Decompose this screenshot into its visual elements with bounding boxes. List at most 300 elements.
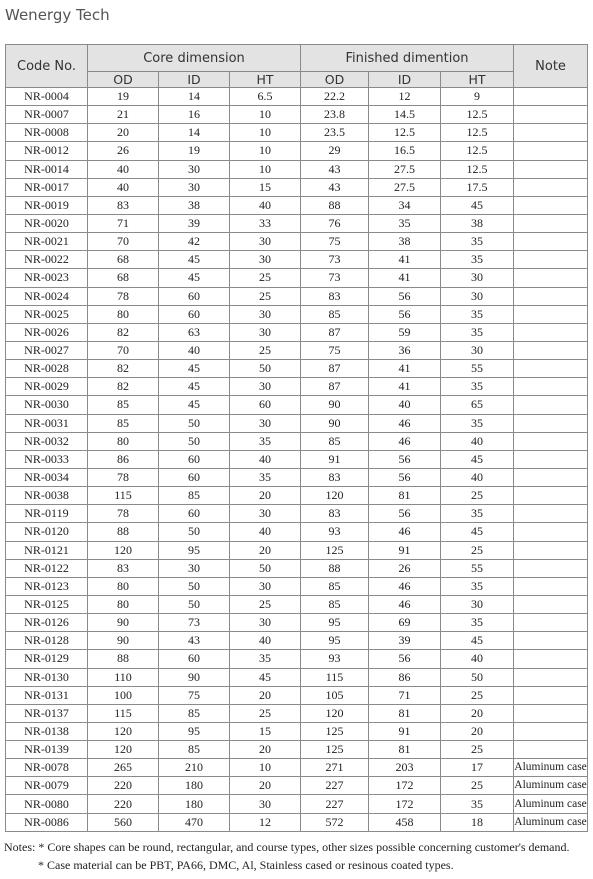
table-row bbox=[6, 759, 588, 777]
spec-table-body bbox=[6, 88, 588, 832]
table-row bbox=[6, 251, 588, 269]
table-row bbox=[6, 396, 588, 414]
finished-id-cell: 56 bbox=[369, 450, 441, 468]
finished-ht-cell: 50 bbox=[441, 668, 514, 686]
note-cell bbox=[514, 287, 588, 305]
finished-od-cell: 23.8 bbox=[301, 106, 369, 124]
finished-od-cell: 105 bbox=[301, 686, 369, 704]
core-od-cell: 265 bbox=[88, 759, 159, 777]
finished-od-cell: 43 bbox=[301, 160, 369, 178]
finished-ht-cell: 35 bbox=[441, 323, 514, 341]
table-row bbox=[6, 777, 588, 795]
table-row bbox=[6, 378, 588, 396]
note-cell bbox=[514, 468, 588, 486]
core-ht-cell: 15 bbox=[230, 722, 301, 740]
core-od-cell: 120 bbox=[88, 741, 159, 759]
finished-ht-cell: 30 bbox=[441, 341, 514, 359]
table-row bbox=[6, 541, 588, 559]
finished-od-cell: 227 bbox=[301, 777, 369, 795]
finished-ht-cell: 45 bbox=[441, 196, 514, 214]
finished-id-cell: 16.5 bbox=[369, 142, 441, 160]
core-od-cell: 80 bbox=[88, 595, 159, 613]
code-cell: NR-0026 bbox=[6, 323, 88, 341]
code-cell: NR-0014 bbox=[6, 160, 88, 178]
core-id-cell: 30 bbox=[159, 160, 230, 178]
core-id-cell: 38 bbox=[159, 196, 230, 214]
finished-od-header: OD bbox=[301, 72, 369, 88]
core-id-cell: 50 bbox=[159, 523, 230, 541]
table-row bbox=[6, 305, 588, 323]
note-cell bbox=[514, 632, 588, 650]
core-ht-cell: 25 bbox=[230, 269, 301, 287]
code-cell: NR-0030 bbox=[6, 396, 88, 414]
finished-id-cell: 41 bbox=[369, 360, 441, 378]
finished-id-cell: 56 bbox=[369, 505, 441, 523]
finished-id-cell: 46 bbox=[369, 414, 441, 432]
table-row bbox=[6, 686, 588, 704]
code-cell: NR-0008 bbox=[6, 124, 88, 142]
finished-ht-cell: 25 bbox=[441, 541, 514, 559]
finished-od-cell: 85 bbox=[301, 577, 369, 595]
finished-id-cell: 81 bbox=[369, 704, 441, 722]
note-cell bbox=[514, 378, 588, 396]
core-ht-cell: 25 bbox=[230, 595, 301, 613]
finished-ht-cell: 45 bbox=[441, 632, 514, 650]
core-id-cell: 85 bbox=[159, 741, 230, 759]
finished-id-cell: 41 bbox=[369, 269, 441, 287]
code-cell: NR-0120 bbox=[6, 523, 88, 541]
finished-ht-cell: 12.5 bbox=[441, 106, 514, 124]
code-cell: NR-0130 bbox=[6, 668, 88, 686]
core-ht-cell: 35 bbox=[230, 432, 301, 450]
finished-id-cell: 41 bbox=[369, 251, 441, 269]
code-cell: NR-0078 bbox=[6, 759, 88, 777]
finished-id-cell: 41 bbox=[369, 378, 441, 396]
core-od-cell: 80 bbox=[88, 305, 159, 323]
core-id-cell: 45 bbox=[159, 378, 230, 396]
core-id-cell: 45 bbox=[159, 269, 230, 287]
table-row bbox=[6, 450, 588, 468]
core-id-cell: 45 bbox=[159, 360, 230, 378]
finished-ht-cell: 25 bbox=[441, 487, 514, 505]
finished-od-cell: 87 bbox=[301, 378, 369, 396]
note-cell bbox=[514, 432, 588, 450]
core-ht-cell: 30 bbox=[230, 323, 301, 341]
finished-ht-cell: 40 bbox=[441, 468, 514, 486]
core-id-cell: 73 bbox=[159, 614, 230, 632]
finished-ht-cell: 35 bbox=[441, 795, 514, 813]
finished-id-cell: 46 bbox=[369, 595, 441, 613]
core-id-cell: 30 bbox=[159, 559, 230, 577]
core-od-cell: 86 bbox=[88, 450, 159, 468]
note-cell bbox=[514, 559, 588, 577]
note-cell bbox=[514, 396, 588, 414]
table-row bbox=[6, 559, 588, 577]
finished-od-cell: 88 bbox=[301, 196, 369, 214]
code-cell: NR-0126 bbox=[6, 614, 88, 632]
table-row bbox=[6, 269, 588, 287]
finished-od-cell: 23.5 bbox=[301, 124, 369, 142]
core-od-cell: 560 bbox=[88, 813, 159, 831]
finished-id-cell: 46 bbox=[369, 577, 441, 595]
core-id-cell: 90 bbox=[159, 668, 230, 686]
core-id-cell: 75 bbox=[159, 686, 230, 704]
finished-id-cell: 56 bbox=[369, 468, 441, 486]
core-id-cell: 14 bbox=[159, 124, 230, 142]
finished-od-cell: 83 bbox=[301, 287, 369, 305]
core-ht-cell: 25 bbox=[230, 287, 301, 305]
finished-id-cell: 458 bbox=[369, 813, 441, 831]
core-id-cell: 50 bbox=[159, 414, 230, 432]
table-row bbox=[6, 668, 588, 686]
note-line-2: * Case material can be PBT, PA66, DMC, Al, Stainless cased or resinous coated types. bbox=[38, 858, 454, 872]
core-od-cell: 78 bbox=[88, 287, 159, 305]
code-cell: NR-0007 bbox=[6, 106, 88, 124]
note-cell bbox=[514, 668, 588, 686]
finished-id-cell: 46 bbox=[369, 523, 441, 541]
finished-id-cell: 56 bbox=[369, 305, 441, 323]
finished-ht-cell: 55 bbox=[441, 559, 514, 577]
finished-id-cell: 91 bbox=[369, 541, 441, 559]
note-cell bbox=[514, 251, 588, 269]
finished-od-cell: 73 bbox=[301, 269, 369, 287]
code-header: Code No. bbox=[6, 45, 88, 88]
core-id-cell: 95 bbox=[159, 722, 230, 740]
core-ht-cell: 30 bbox=[230, 505, 301, 523]
finished-od-cell: 83 bbox=[301, 505, 369, 523]
code-cell: NR-0122 bbox=[6, 559, 88, 577]
note-cell bbox=[514, 196, 588, 214]
core-id-cell: 60 bbox=[159, 287, 230, 305]
core-ht-cell: 40 bbox=[230, 523, 301, 541]
core-od-cell: 80 bbox=[88, 432, 159, 450]
core-id-cell: 470 bbox=[159, 813, 230, 831]
finished-id-cell: 59 bbox=[369, 323, 441, 341]
note-cell bbox=[514, 722, 588, 740]
table-row bbox=[6, 341, 588, 359]
core-od-cell: 115 bbox=[88, 704, 159, 722]
finished-od-cell: 91 bbox=[301, 450, 369, 468]
finished-ht-cell: 38 bbox=[441, 214, 514, 232]
finished-od-cell: 572 bbox=[301, 813, 369, 831]
core-od-cell: 70 bbox=[88, 341, 159, 359]
core-od-header: OD bbox=[88, 72, 159, 88]
code-cell: NR-0025 bbox=[6, 305, 88, 323]
finished-id-cell: 38 bbox=[369, 233, 441, 251]
core-id-cell: 60 bbox=[159, 468, 230, 486]
finished-ht-cell: 35 bbox=[441, 414, 514, 432]
core-ht-header: HT bbox=[230, 72, 301, 88]
core-od-cell: 120 bbox=[88, 722, 159, 740]
code-cell: NR-0022 bbox=[6, 251, 88, 269]
note-cell bbox=[514, 160, 588, 178]
finished-od-cell: 115 bbox=[301, 668, 369, 686]
table-row bbox=[6, 178, 588, 196]
code-cell: NR-0031 bbox=[6, 414, 88, 432]
core-id-cell: 30 bbox=[159, 178, 230, 196]
note-cell: Aluminum case bbox=[514, 759, 588, 777]
code-cell: NR-0023 bbox=[6, 269, 88, 287]
table-row bbox=[6, 487, 588, 505]
finished-dimension-header: Finished dimention bbox=[301, 45, 514, 72]
core-od-cell: 85 bbox=[88, 414, 159, 432]
finished-od-cell: 95 bbox=[301, 632, 369, 650]
core-ht-cell: 12 bbox=[230, 813, 301, 831]
code-cell: NR-0137 bbox=[6, 704, 88, 722]
finished-ht-header: HT bbox=[441, 72, 514, 88]
core-ht-cell: 20 bbox=[230, 777, 301, 795]
finished-ht-cell: 25 bbox=[441, 686, 514, 704]
core-ht-cell: 30 bbox=[230, 251, 301, 269]
core-ht-cell: 30 bbox=[230, 795, 301, 813]
core-ht-cell: 6.5 bbox=[230, 88, 301, 106]
code-cell: NR-0139 bbox=[6, 741, 88, 759]
table-row bbox=[6, 650, 588, 668]
note-cell bbox=[514, 142, 588, 160]
core-ht-cell: 20 bbox=[230, 741, 301, 759]
finished-od-cell: 83 bbox=[301, 468, 369, 486]
finished-od-cell: 125 bbox=[301, 722, 369, 740]
finished-id-cell: 81 bbox=[369, 487, 441, 505]
note-cell bbox=[514, 414, 588, 432]
finished-id-cell: 12 bbox=[369, 88, 441, 106]
core-ht-cell: 35 bbox=[230, 468, 301, 486]
finished-od-cell: 271 bbox=[301, 759, 369, 777]
finished-od-cell: 22.2 bbox=[301, 88, 369, 106]
finished-od-cell: 125 bbox=[301, 741, 369, 759]
table-row bbox=[6, 432, 588, 450]
finished-ht-cell: 45 bbox=[441, 450, 514, 468]
core-id-cell: 180 bbox=[159, 795, 230, 813]
core-id-cell: 85 bbox=[159, 487, 230, 505]
code-cell: NR-0131 bbox=[6, 686, 88, 704]
finished-id-cell: 34 bbox=[369, 196, 441, 214]
finished-ht-cell: 40 bbox=[441, 650, 514, 668]
finished-ht-cell: 40 bbox=[441, 432, 514, 450]
finished-od-cell: 87 bbox=[301, 323, 369, 341]
note-cell bbox=[514, 741, 588, 759]
core-ht-cell: 20 bbox=[230, 487, 301, 505]
finished-od-cell: 95 bbox=[301, 614, 369, 632]
core-ht-cell: 50 bbox=[230, 360, 301, 378]
core-dimension-header: Core dimension bbox=[88, 45, 301, 72]
code-cell: NR-0125 bbox=[6, 595, 88, 613]
code-cell: NR-0019 bbox=[6, 196, 88, 214]
core-id-cell: 40 bbox=[159, 341, 230, 359]
finished-id-cell: 35 bbox=[369, 214, 441, 232]
core-ht-cell: 30 bbox=[230, 378, 301, 396]
note-cell bbox=[514, 541, 588, 559]
finished-ht-cell: 18 bbox=[441, 813, 514, 831]
core-od-cell: 26 bbox=[88, 142, 159, 160]
finished-ht-cell: 12.5 bbox=[441, 124, 514, 142]
code-cell: NR-0012 bbox=[6, 142, 88, 160]
core-id-cell: 60 bbox=[159, 650, 230, 668]
table-row bbox=[6, 106, 588, 124]
finished-id-header: ID bbox=[369, 72, 441, 88]
finished-ht-cell: 12.5 bbox=[441, 142, 514, 160]
core-ht-cell: 10 bbox=[230, 142, 301, 160]
finished-ht-cell: 25 bbox=[441, 777, 514, 795]
finished-ht-cell: 9 bbox=[441, 88, 514, 106]
note-cell: Aluminum case bbox=[514, 777, 588, 795]
finished-id-cell: 14.5 bbox=[369, 106, 441, 124]
code-cell: NR-0123 bbox=[6, 577, 88, 595]
core-od-cell: 90 bbox=[88, 614, 159, 632]
table-row bbox=[6, 614, 588, 632]
note-cell bbox=[514, 686, 588, 704]
core-od-cell: 20 bbox=[88, 124, 159, 142]
finished-id-cell: 40 bbox=[369, 396, 441, 414]
finished-od-cell: 88 bbox=[301, 559, 369, 577]
code-cell: NR-0038 bbox=[6, 487, 88, 505]
core-ht-cell: 15 bbox=[230, 178, 301, 196]
note-cell bbox=[514, 214, 588, 232]
core-od-cell: 68 bbox=[88, 269, 159, 287]
core-ht-cell: 40 bbox=[230, 196, 301, 214]
core-id-cell: 42 bbox=[159, 233, 230, 251]
core-od-cell: 82 bbox=[88, 360, 159, 378]
note-cell bbox=[514, 577, 588, 595]
finished-ht-cell: 17.5 bbox=[441, 178, 514, 196]
code-cell: NR-0121 bbox=[6, 541, 88, 559]
table-row bbox=[6, 414, 588, 432]
note-cell bbox=[514, 450, 588, 468]
table-row bbox=[6, 142, 588, 160]
finished-od-cell: 87 bbox=[301, 360, 369, 378]
note-cell bbox=[514, 106, 588, 124]
code-cell: NR-0128 bbox=[6, 632, 88, 650]
core-od-cell: 120 bbox=[88, 541, 159, 559]
finished-od-cell: 93 bbox=[301, 650, 369, 668]
code-cell: NR-0032 bbox=[6, 432, 88, 450]
core-id-cell: 50 bbox=[159, 595, 230, 613]
core-id-header: ID bbox=[159, 72, 230, 88]
core-id-cell: 63 bbox=[159, 323, 230, 341]
code-cell: NR-0138 bbox=[6, 722, 88, 740]
table-row bbox=[6, 523, 588, 541]
finished-od-cell: 90 bbox=[301, 414, 369, 432]
finished-ht-cell: 35 bbox=[441, 614, 514, 632]
finished-ht-cell: 17 bbox=[441, 759, 514, 777]
table-row bbox=[6, 124, 588, 142]
code-cell: NR-0029 bbox=[6, 378, 88, 396]
finished-id-cell: 39 bbox=[369, 632, 441, 650]
core-id-cell: 19 bbox=[159, 142, 230, 160]
finished-id-cell: 86 bbox=[369, 668, 441, 686]
core-od-cell: 82 bbox=[88, 378, 159, 396]
core-ht-cell: 30 bbox=[230, 305, 301, 323]
finished-id-cell: 172 bbox=[369, 795, 441, 813]
core-ht-cell: 10 bbox=[230, 759, 301, 777]
finished-od-cell: 93 bbox=[301, 523, 369, 541]
finished-id-cell: 56 bbox=[369, 287, 441, 305]
finished-od-cell: 120 bbox=[301, 704, 369, 722]
core-od-cell: 19 bbox=[88, 88, 159, 106]
note-line-1: Notes: * Core shapes can be round, rectangular, and course types, other sizes possible concerning customer's demand. bbox=[4, 840, 570, 854]
notes-block bbox=[4, 838, 570, 874]
finished-od-cell: 85 bbox=[301, 305, 369, 323]
finished-id-cell: 69 bbox=[369, 614, 441, 632]
finished-ht-cell: 45 bbox=[441, 523, 514, 541]
finished-id-cell: 26 bbox=[369, 559, 441, 577]
table-row bbox=[6, 577, 588, 595]
core-id-cell: 16 bbox=[159, 106, 230, 124]
note-cell bbox=[514, 233, 588, 251]
note-cell bbox=[514, 178, 588, 196]
core-od-cell: 110 bbox=[88, 668, 159, 686]
core-ht-cell: 20 bbox=[230, 541, 301, 559]
core-od-cell: 80 bbox=[88, 577, 159, 595]
code-cell: NR-0033 bbox=[6, 450, 88, 468]
core-od-cell: 40 bbox=[88, 178, 159, 196]
finished-ht-cell: 30 bbox=[441, 287, 514, 305]
finished-ht-cell: 35 bbox=[441, 233, 514, 251]
table-row bbox=[6, 468, 588, 486]
note-cell bbox=[514, 323, 588, 341]
core-ht-cell: 10 bbox=[230, 124, 301, 142]
core-od-cell: 83 bbox=[88, 559, 159, 577]
core-id-cell: 60 bbox=[159, 305, 230, 323]
code-cell: NR-0004 bbox=[6, 88, 88, 106]
core-ht-cell: 30 bbox=[230, 414, 301, 432]
finished-ht-cell: 20 bbox=[441, 704, 514, 722]
finished-od-cell: 43 bbox=[301, 178, 369, 196]
table-row bbox=[6, 196, 588, 214]
table-row bbox=[6, 214, 588, 232]
table-row bbox=[6, 287, 588, 305]
core-ht-cell: 10 bbox=[230, 160, 301, 178]
core-id-cell: 85 bbox=[159, 704, 230, 722]
core-od-cell: 115 bbox=[88, 487, 159, 505]
note-cell bbox=[514, 360, 588, 378]
note-cell bbox=[514, 341, 588, 359]
finished-od-cell: 227 bbox=[301, 795, 369, 813]
core-ht-cell: 30 bbox=[230, 233, 301, 251]
core-id-cell: 45 bbox=[159, 396, 230, 414]
note-cell bbox=[514, 650, 588, 668]
core-ht-cell: 35 bbox=[230, 650, 301, 668]
finished-od-cell: 75 bbox=[301, 341, 369, 359]
core-od-cell: 220 bbox=[88, 795, 159, 813]
core-id-cell: 95 bbox=[159, 541, 230, 559]
core-ht-cell: 45 bbox=[230, 668, 301, 686]
finished-od-cell: 85 bbox=[301, 595, 369, 613]
code-cell: NR-0017 bbox=[6, 178, 88, 196]
finished-id-cell: 56 bbox=[369, 650, 441, 668]
finished-ht-cell: 35 bbox=[441, 251, 514, 269]
finished-od-cell: 125 bbox=[301, 541, 369, 559]
table-row bbox=[6, 632, 588, 650]
core-od-cell: 85 bbox=[88, 396, 159, 414]
code-cell: NR-0079 bbox=[6, 777, 88, 795]
note-cell bbox=[514, 704, 588, 722]
code-cell: NR-0028 bbox=[6, 360, 88, 378]
core-od-cell: 71 bbox=[88, 214, 159, 232]
code-cell: NR-0021 bbox=[6, 233, 88, 251]
finished-id-cell: 36 bbox=[369, 341, 441, 359]
code-cell: NR-0024 bbox=[6, 287, 88, 305]
code-cell: NR-0086 bbox=[6, 813, 88, 831]
finished-id-cell: 27.5 bbox=[369, 178, 441, 196]
finished-od-cell: 120 bbox=[301, 487, 369, 505]
core-od-cell: 100 bbox=[88, 686, 159, 704]
table-row bbox=[6, 595, 588, 613]
finished-ht-cell: 30 bbox=[441, 595, 514, 613]
finished-ht-cell: 20 bbox=[441, 722, 514, 740]
note-cell bbox=[514, 487, 588, 505]
core-od-cell: 90 bbox=[88, 632, 159, 650]
